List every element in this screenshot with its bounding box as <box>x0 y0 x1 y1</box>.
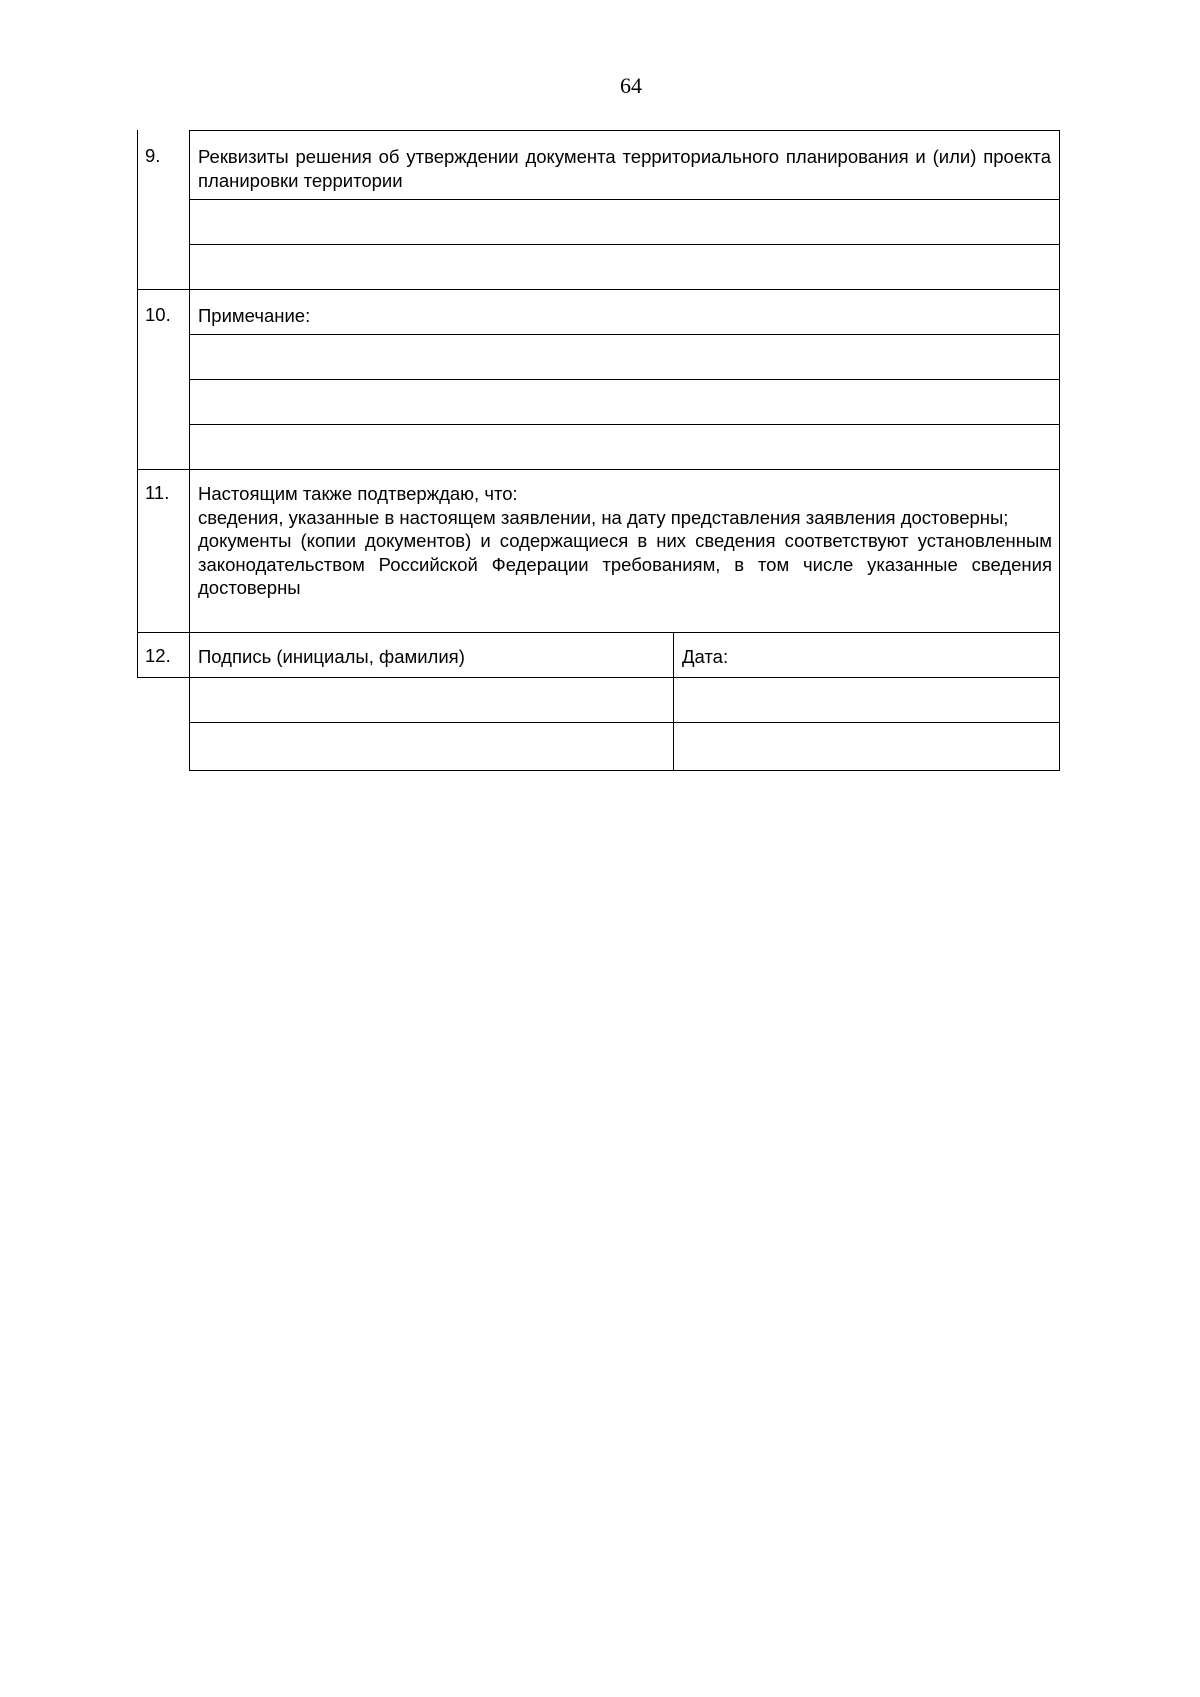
page-number: 64 <box>620 73 642 98</box>
section-11-paragraph-3: документы (копии документов) и содержащиеся в них сведения соответствуют установленным законодательством Российской Федерации требованиям, в том числе указанные сведения достоверны <box>198 530 1052 598</box>
date-input-2[interactable] <box>673 722 1060 771</box>
section-10-input-2[interactable] <box>189 379 1060 425</box>
section-11-number: 11. <box>145 482 170 503</box>
section-10-input-3[interactable] <box>189 424 1060 470</box>
section-9-input-2[interactable] <box>189 244 1060 290</box>
section-9-input-1[interactable] <box>189 199 1060 245</box>
section-10-label: Примечание: <box>189 289 1060 335</box>
signature-input-1[interactable] <box>189 677 674 723</box>
date-input-1[interactable] <box>673 677 1060 723</box>
section-12-number: 12. <box>145 645 171 666</box>
section-10-input-1[interactable] <box>189 334 1060 380</box>
section-10-number: 10. <box>145 304 171 325</box>
date-label: Дата: <box>673 632 1060 678</box>
section-12-number-bottom-border <box>137 677 189 678</box>
section-9-label: Реквизиты решения об утверждении документа территориального планирования и (или) проекта планировки территории <box>189 130 1060 200</box>
section-11-text <box>189 469 1060 633</box>
section-9-number: 9. <box>145 145 161 166</box>
section-11-paragraph-1: Настоящим также подтверждаю, что: <box>198 483 518 504</box>
section-11-paragraph-2: сведения, указанные в настоящем заявлении, на дату представления заявления достоверны; <box>198 506 1009 528</box>
signature-label: Подпись (инициалы, фамилия) <box>189 632 674 678</box>
signature-input-2[interactable] <box>189 722 674 771</box>
